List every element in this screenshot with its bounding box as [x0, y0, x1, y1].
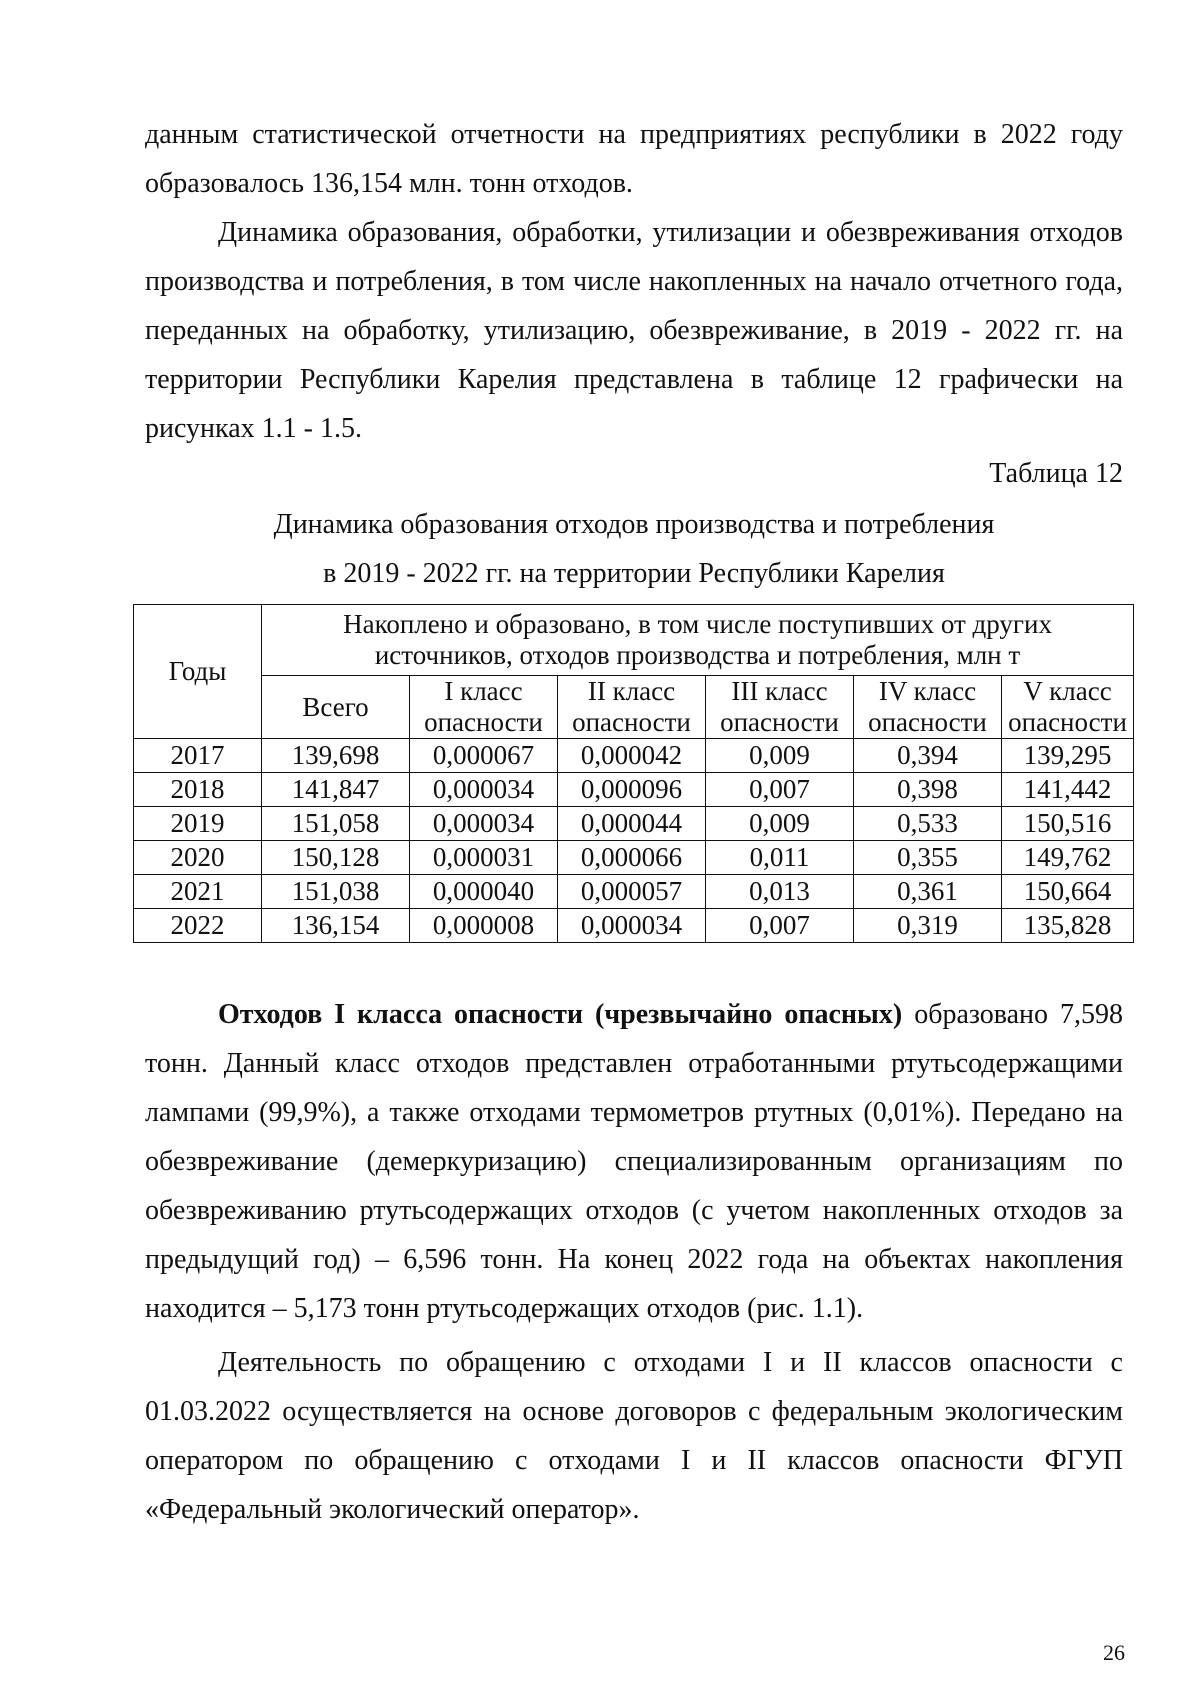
header-class-4-line1: IV класс	[878, 676, 977, 706]
header-class-3	[706, 676, 854, 739]
cell-year: 2017	[134, 739, 262, 773]
header-total: Всего	[262, 676, 410, 739]
paragraph-dynamics: Динамика образования, обработки, утилизации и обезвреживания отходов производства и потребления, в том числе накопленных на начало отчетного года, переданных на обработку, утилизацию, обезвреживание, в 2019 - 2022 гг. на территории Республики Карелия представлена в таблице 12 графически на рисунках 1.1 - 1.5.	[145, 217, 1123, 444]
header-class-1-line2: опасности	[424, 707, 543, 737]
header-class-4-line2: опасности	[868, 707, 987, 737]
cell-year: 2018	[134, 773, 262, 807]
table-row	[134, 773, 1134, 807]
page-number: 26	[1103, 1640, 1125, 1665]
paragraph-intro: данным статистической отчетности на предприятиях республики в 2022 году образовалось 136,154 млн. тонн отходов.	[145, 119, 1123, 199]
cell-total: 136,154	[262, 909, 410, 943]
paragraph-class-1-waste	[145, 990, 1123, 1333]
header-class-1-line1: I класс	[444, 676, 523, 706]
cell-class-3: 0,009	[706, 739, 854, 773]
waste-dynamics-table	[133, 604, 1134, 943]
header-class-3-line1: III класс	[731, 676, 828, 706]
cell-class-1: 0,000040	[410, 875, 558, 909]
cell-class-4: 0,394	[854, 739, 1002, 773]
cell-class-2: 0,000066	[558, 841, 706, 875]
cell-class-4: 0,319	[854, 909, 1002, 943]
cell-total: 141,847	[262, 773, 410, 807]
cell-class-3: 0,011	[706, 841, 854, 875]
header-class-2-line1: II класс	[587, 676, 676, 706]
table-row	[134, 909, 1134, 943]
cell-class-1: 0,000067	[410, 739, 558, 773]
header-class-4	[854, 676, 1002, 739]
cell-year: 2019	[134, 807, 262, 841]
cell-class-5: 141,442	[1002, 773, 1134, 807]
table-caption-line2: в 2019 - 2022 гг. на территории Республики Карелия	[323, 558, 945, 589]
cell-class-4: 0,361	[854, 875, 1002, 909]
cell-total: 151,038	[262, 875, 410, 909]
cell-year: 2021	[134, 875, 262, 909]
cell-class-1: 0,000034	[410, 773, 558, 807]
cell-class-1: 0,000031	[410, 841, 558, 875]
header-class-2	[558, 676, 706, 739]
header-years: Годы	[134, 605, 262, 739]
cell-class-2: 0,000034	[558, 909, 706, 943]
cell-class-3: 0,013	[706, 875, 854, 909]
paragraph-federal-operator: Деятельность по обращению с отходами I и II классов опасности с 01.03.2022 осуществляется на основе договоров с федеральным экологическим оператором по обращению с отходами I и II классов опасности ФГУП «Федеральный экологический оператор».	[145, 1347, 1123, 1525]
cell-class-2: 0,000042	[558, 739, 706, 773]
table-row	[134, 739, 1134, 773]
cell-class-3: 0,009	[706, 807, 854, 841]
header-class-5-line1: V класс	[1023, 676, 1112, 706]
header-group: Накоплено и образовано, в том числе поступивших от других источников, отходов производства и потребления, млн т	[262, 605, 1134, 676]
cell-class-2: 0,000057	[558, 875, 706, 909]
cell-class-5: 135,828	[1002, 909, 1134, 943]
cell-class-2: 0,000044	[558, 807, 706, 841]
cell-class-1: 0,000008	[410, 909, 558, 943]
cell-class-4: 0,355	[854, 841, 1002, 875]
table-row	[134, 807, 1134, 841]
paragraph-class-1-body: образовано 7,598 тонн. Данный класс отходов представлен отработанными ртутьсодержащими лампами (99,9%), а также отходами термометров ртутных (0,01%). Передано на обезвреживание (демеркуризацию) специализированным организациям по обезвреживанию ртутьсодержащих отходов (с учетом накопленных отходов за предыдущий год) – 6,596 тонн. На конец 2022 года на объектах накопления находится – 5,173 тонн ртутьсодержащих отходов (рис. 1.1).	[145, 999, 1123, 1324]
header-class-1	[410, 676, 558, 739]
cell-year: 2022	[134, 909, 262, 943]
table-number: Таблица 12	[989, 458, 1123, 489]
cell-class-2: 0,000096	[558, 773, 706, 807]
cell-class-5: 150,516	[1002, 807, 1134, 841]
cell-class-4: 0,533	[854, 807, 1002, 841]
cell-total: 150,128	[262, 841, 410, 875]
header-class-2-line2: опасности	[572, 707, 691, 737]
cell-total: 151,058	[262, 807, 410, 841]
cell-class-5: 150,664	[1002, 875, 1134, 909]
cell-class-4: 0,398	[854, 773, 1002, 807]
cell-class-5: 139,295	[1002, 739, 1134, 773]
table-row	[134, 841, 1134, 875]
table-row	[134, 875, 1134, 909]
paragraph-class-1-lead: Отходов I класса опасности (чрезвычайно опасных)	[218, 999, 903, 1030]
cell-year: 2020	[134, 841, 262, 875]
cell-class-3: 0,007	[706, 773, 854, 807]
cell-class-3: 0,007	[706, 909, 854, 943]
cell-class-1: 0,000034	[410, 807, 558, 841]
cell-class-5: 149,762	[1002, 841, 1134, 875]
cell-total: 139,698	[262, 739, 410, 773]
header-class-5-line2: опасности	[1008, 707, 1127, 737]
header-class-3-line2: опасности	[720, 707, 839, 737]
header-class-5	[1002, 676, 1134, 739]
table-caption-line1: Динамика образования отходов производства и потребления	[273, 509, 995, 540]
